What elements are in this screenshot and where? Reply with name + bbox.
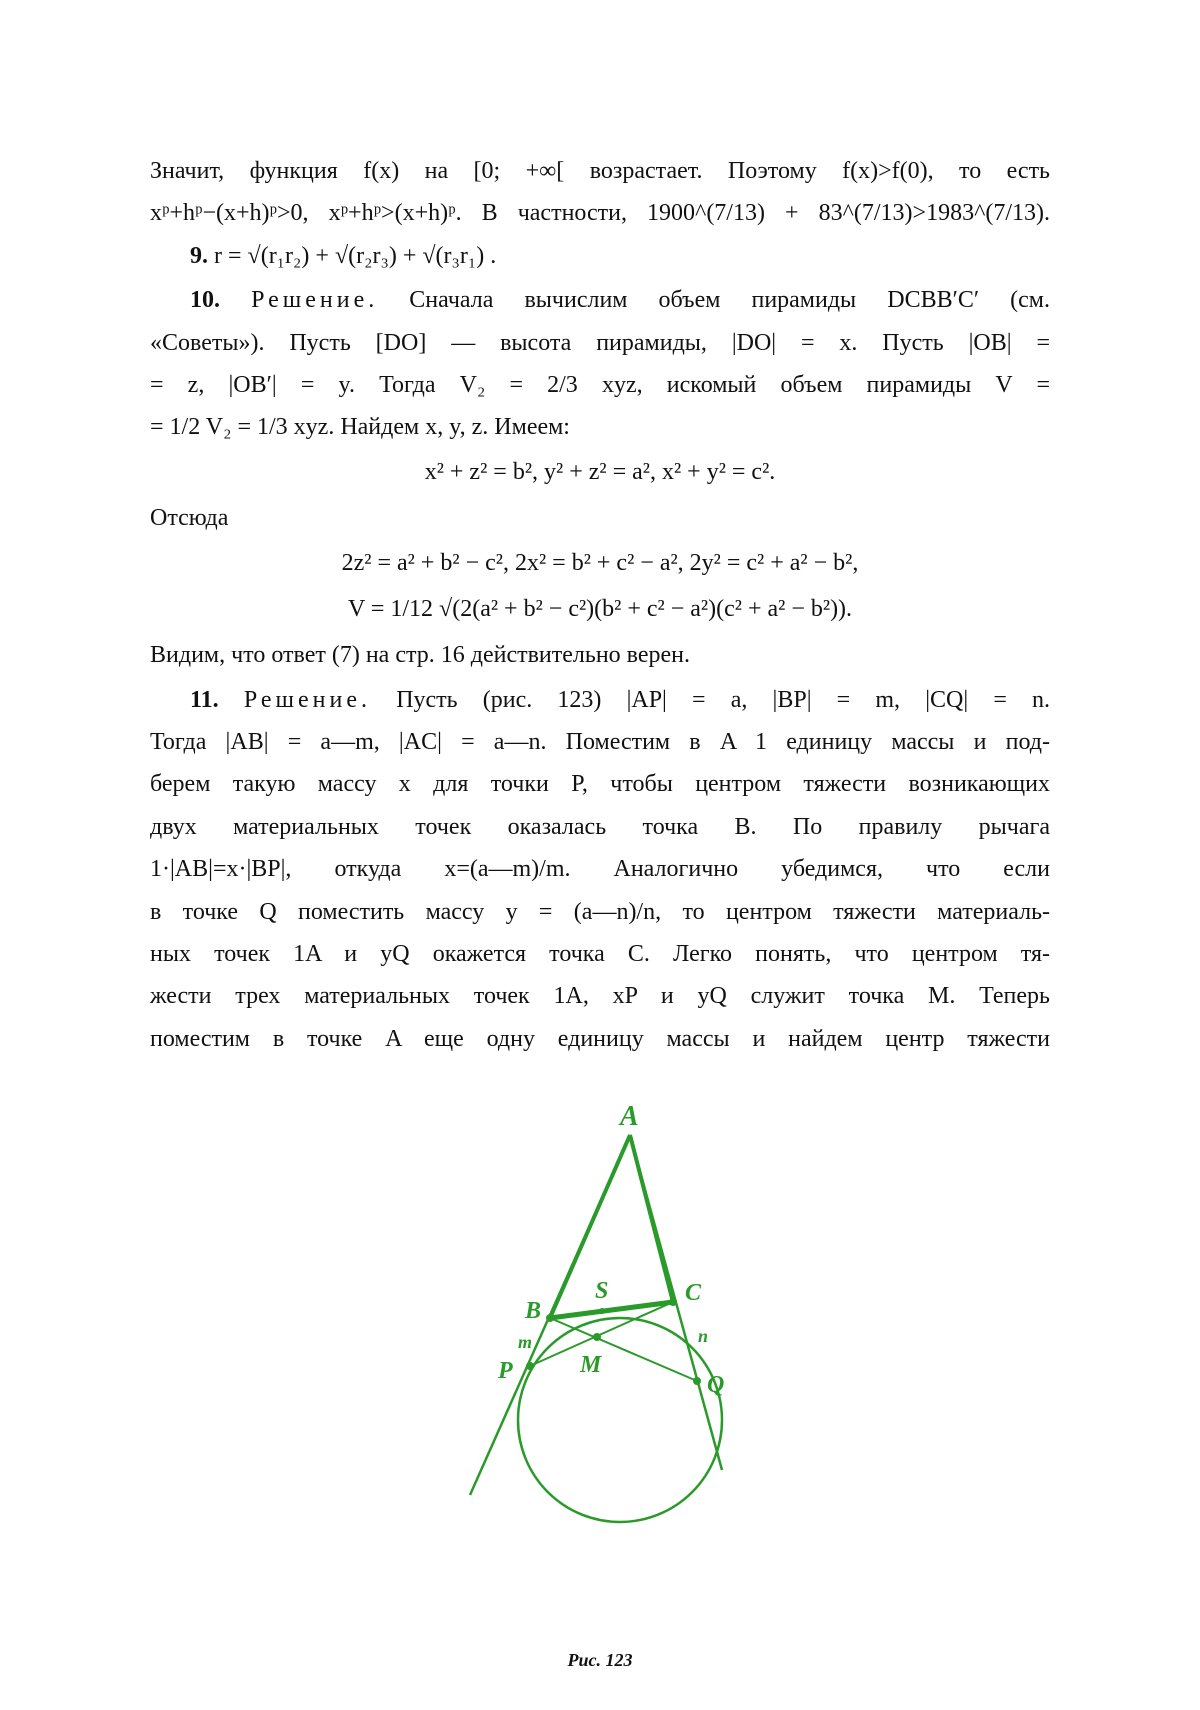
text-line: поместим в точке A еще одну единицу массы и найдем центр тяжести — [150, 1025, 1050, 1052]
answer-9 — [150, 240, 1050, 272]
item-number: 10. — [190, 287, 220, 314]
point-b — [546, 1314, 554, 1322]
equation: x² + z² = b², y² + z² = a², x² + y² = c². — [424, 458, 776, 485]
equation: V = 1/12 √(2(a² + b² − c²)(b² + c² − a²)(c² + a² − b²)). — [347, 595, 853, 622]
label-c: C — [685, 1280, 702, 1306]
point-m — [593, 1333, 601, 1341]
solution-word: Решение. — [251, 287, 379, 314]
label-m-small: m — [518, 1332, 533, 1352]
point-s — [599, 1308, 605, 1314]
equation: 2z² = a² + b² − c², 2x² = b² + c² − a², 2y² = c² + a² − b², — [341, 549, 859, 576]
solution-word: Решение. — [243, 686, 372, 713]
label-m: M — [580, 1352, 602, 1378]
text-line: = z, |OB′| = y. Тогда V₂ = 2/3 xyz, искомый объем пирамиды V = — [150, 371, 1050, 398]
segment-ac — [630, 1135, 673, 1302]
label-n-small: n — [698, 1326, 709, 1346]
label-s: S — [595, 1278, 609, 1304]
text-line: 1·|AB|=x·|BP|, откуда x=(a—m)/m. Аналогично убедимся, что если — [150, 856, 1050, 883]
answer-11-line — [150, 684, 1050, 716]
text-line: = 1/2 V₂ = 1/3 xyz. Найдем x, y, z. Имеем: — [150, 414, 570, 441]
text-line: ных точек 1A и yQ окажется точка C. Легко понять, что центром тя- — [150, 941, 1050, 968]
text-fragment: Сначала вычислим объем пирамиды DCBB′C′ (см. — [409, 287, 1050, 314]
text-line: Тогда |AB| = a—m, |AC| = a—n. Поместим в A 1 единицу массы и под- — [150, 729, 1050, 756]
text-fragment: Пусть (рис. 123) |AP| = a, |BP| = m, |CQ| = n. — [396, 686, 1051, 713]
label-a: A — [620, 1101, 639, 1132]
item-number: 9. — [190, 242, 208, 269]
label-q: Q — [707, 1372, 725, 1398]
text-line: Значит, функция f(x) на [0; +∞[ возрастает. Поэтому f(x)>f(0), то есть — [150, 158, 1050, 184]
segment-ab — [550, 1135, 630, 1318]
figure-123 — [0, 1090, 1200, 1650]
text-line: в точке Q поместить массу y = (a—n)/n, то центром тяжести материаль- — [150, 898, 1050, 925]
text-line: Отсюда — [150, 505, 229, 532]
figure-caption: Рис. 123 — [567, 1650, 633, 1670]
text-line: берем такую массу x для точки P, чтобы центром тяжести возникающих — [150, 771, 1050, 798]
formula: r = √(r₁r₂) + √(r₂r₃) + √(r₃r₁) . — [214, 242, 497, 269]
item-number: 11. — [190, 686, 219, 713]
point-q — [693, 1377, 701, 1385]
point-c — [669, 1298, 677, 1306]
answer-10-line — [150, 284, 1050, 316]
segment-bq — [550, 1318, 697, 1381]
label-p: P — [498, 1358, 513, 1384]
text-line: xᵖ+hᵖ−(x+h)ᵖ>0, xᵖ+hᵖ>(x+h)ᵖ. В частности, 1900^(7/13) + 83^(7/13)>1983^(7/13). — [150, 200, 1050, 227]
page-text — [150, 155, 1050, 1065]
label-b: B — [525, 1298, 542, 1324]
point-p — [526, 1362, 534, 1370]
text-line: Видим, что ответ (7) на стр. 16 действительно верен. — [150, 642, 691, 669]
text-line: жести трех материальных точек 1A, xP и yQ служит точка M. Теперь — [150, 983, 1050, 1010]
figure-lines — [470, 1135, 725, 1522]
text-line: «Советы»). Пусть [DO] — высота пирамиды, |DO| = x. Пусть |OB| = — [150, 329, 1050, 356]
text-line: двух материальных точек оказалась точка B. По правилу рычага — [150, 813, 1050, 840]
